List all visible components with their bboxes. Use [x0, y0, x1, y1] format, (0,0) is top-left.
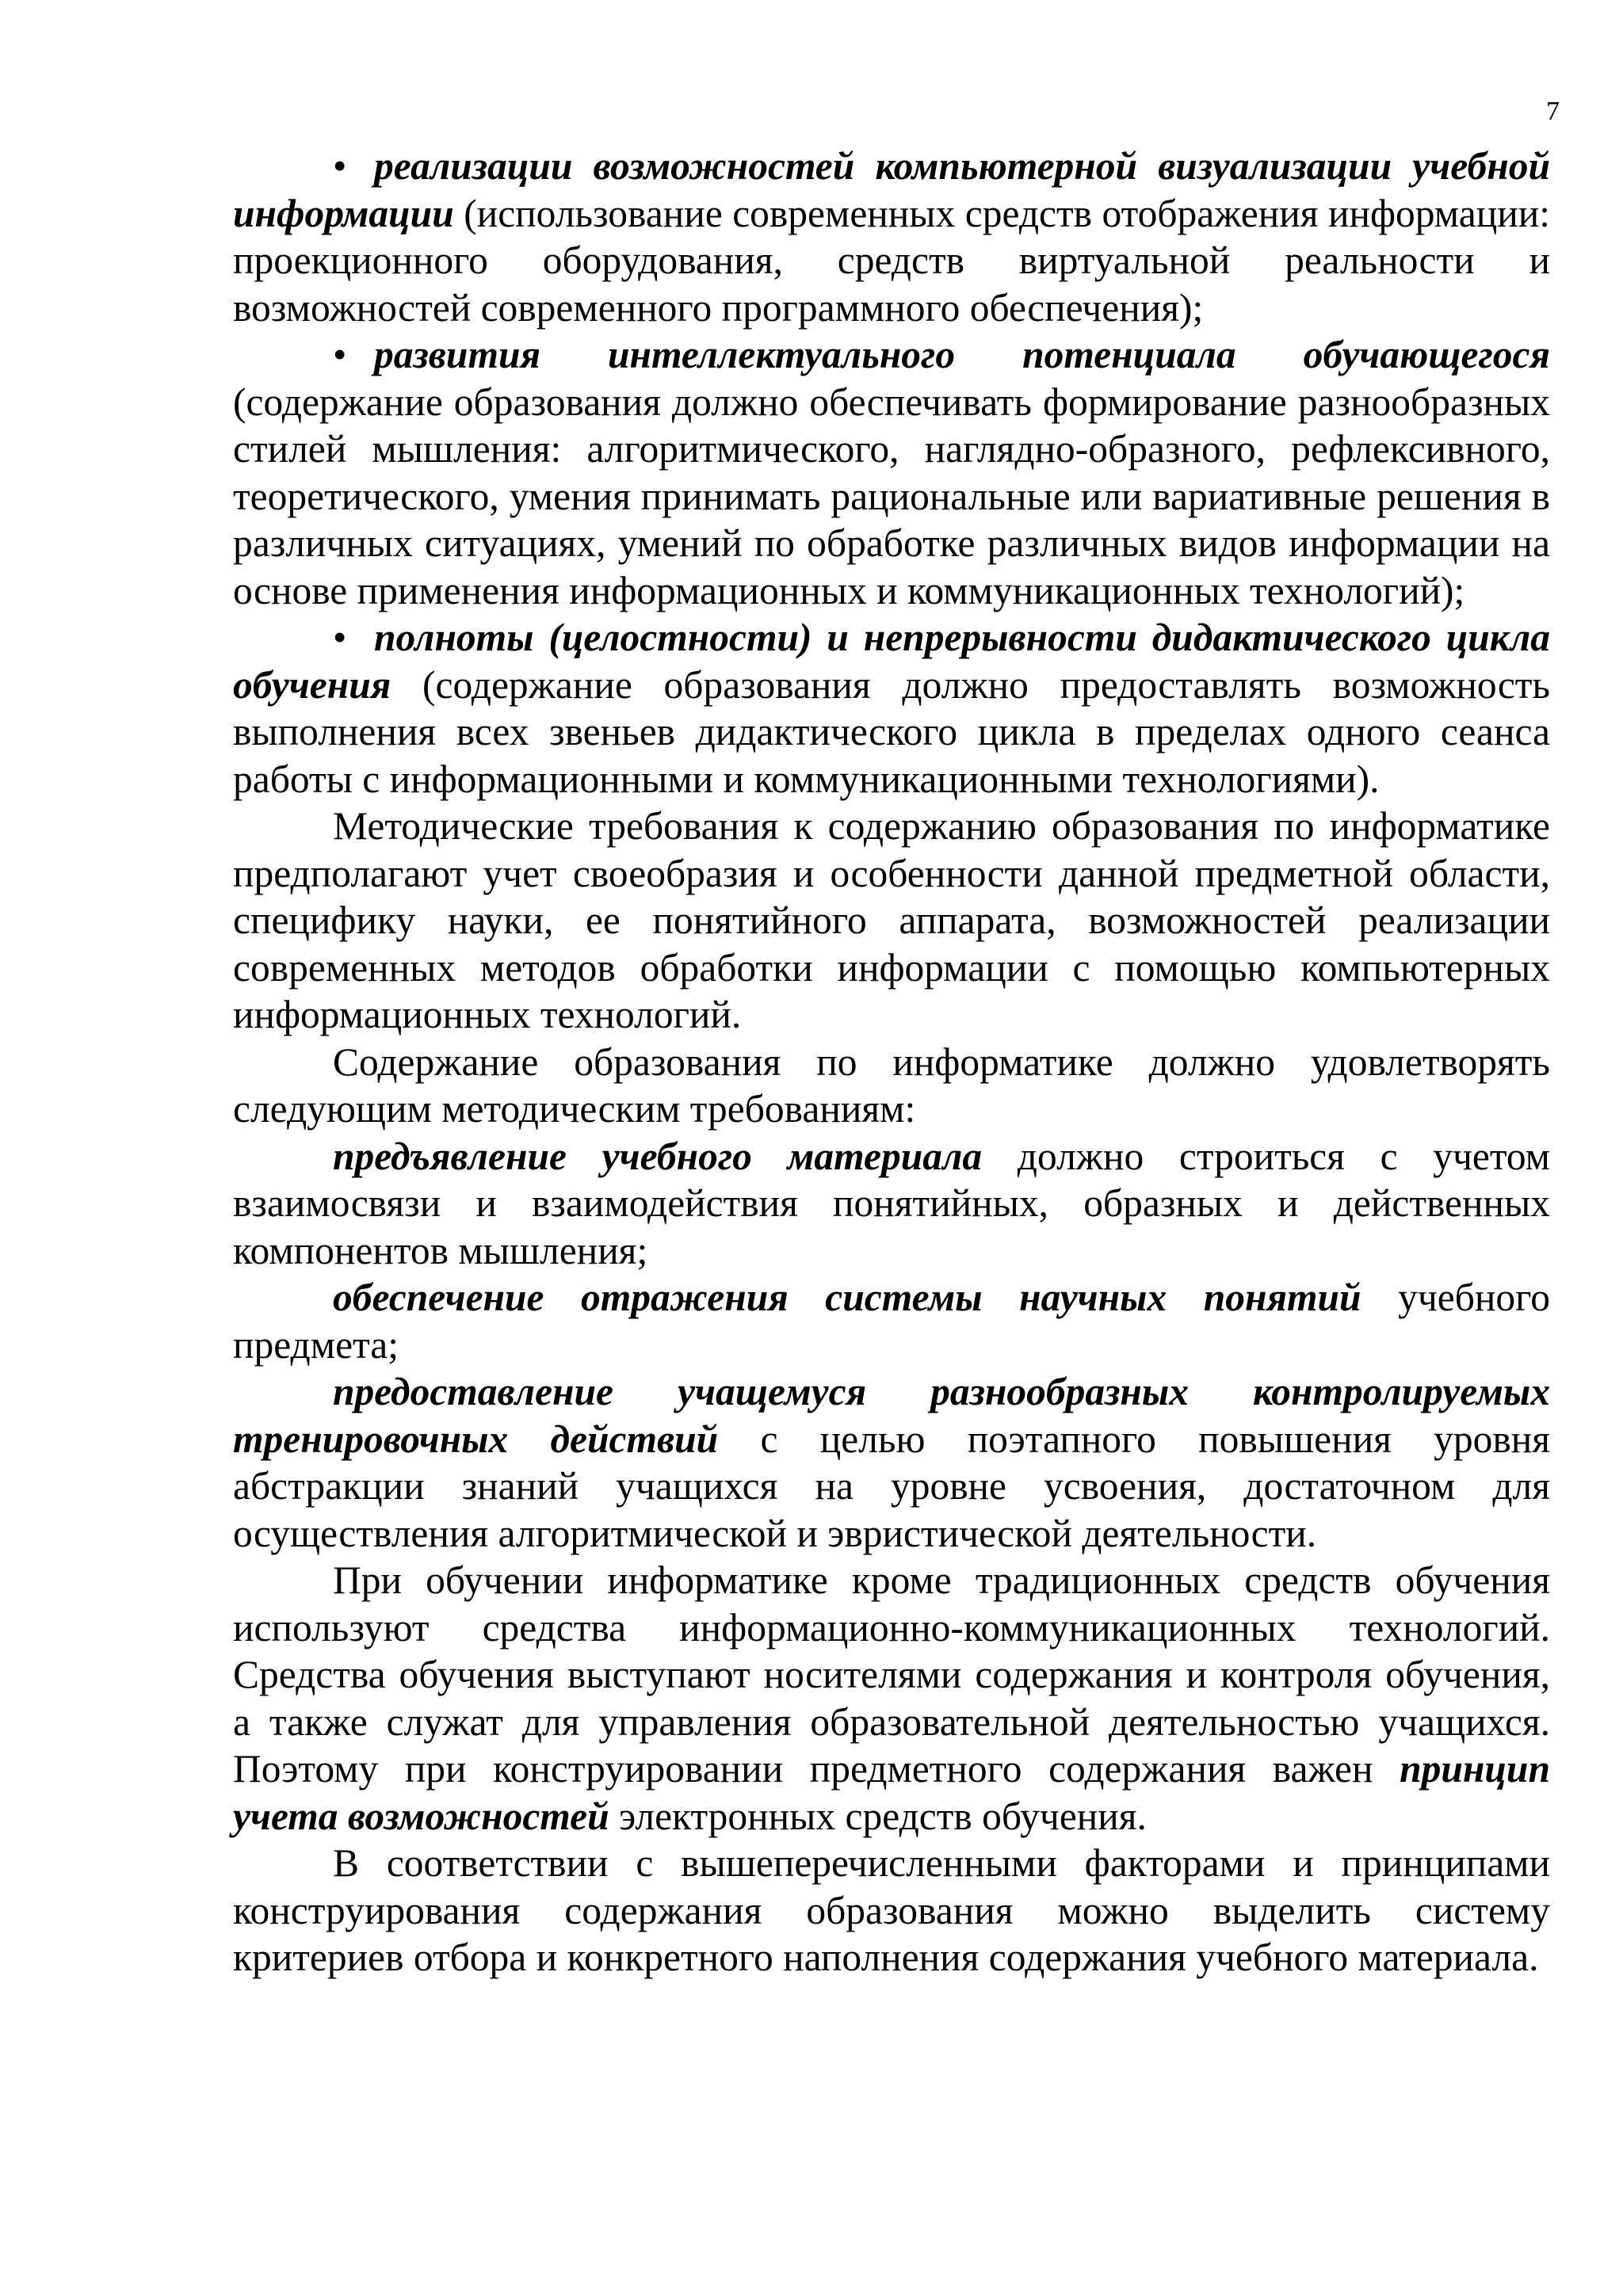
bullet-term: реализации возможностей компьютерной визуализации учебной информации: [233, 144, 1550, 235]
page-body: [233, 143, 1550, 1981]
paragraph-ict-text-after: электронных средств обучения.: [609, 1794, 1147, 1838]
requirement-item: [233, 1274, 1550, 1368]
page-number: 7: [1546, 97, 1560, 126]
requirement-term: предоставление учащемуся разнообразных контролируемых тренировочных действий: [233, 1370, 1550, 1461]
paragraph-conclusion: В соответствии с вышеперечисленными факторами и принципами конструирования содержания образования можно выделить систему критериев отбора и конкретного наполнения содержания учебного материала.: [233, 1841, 1550, 1979]
bullet-item: [233, 331, 1550, 614]
bullet-text: (использование современных средств отображения информации: проекционного оборудования, средств виртуальной реальности и возможностей современного программного обеспечения);: [233, 191, 1550, 330]
bullet-icon: •: [333, 616, 347, 659]
bullet-icon: •: [333, 333, 347, 376]
bullet-text: (содержание образования должно предоставлять возможность выполнения всех звеньев дидактического цикла в пределах одного сеанса работы с информационными и коммуникационными технологиями).: [233, 662, 1550, 801]
paragraph-content-intro: Содержание образования по информатике должно удовлетворять следующим методическим требованиям:: [233, 1039, 1550, 1131]
requirement-term: обеспечение отражения системы научных понятий: [333, 1276, 1361, 1319]
bullet-item: [233, 614, 1550, 803]
bullet-item: [233, 143, 1550, 331]
requirement-item: [233, 1368, 1550, 1557]
bullet-icon: •: [333, 144, 347, 188]
requirement-text: должно строиться с учетом взаимосвязи и взаимодействия понятийных, образных и действенных компонентов мышления;: [233, 1134, 1551, 1272]
requirement-text: с целью поэтапного повышения уровня абстракции знаний учащихся на уровне усвоения, достаточном для осуществления алгоритмической и эвристической деятельности.: [233, 1417, 1550, 1555]
paragraph-ict-text-before: При обучении информатике кроме традиционных средств обучения используют средства информационно-коммуникационных технологий. Средства обучения выступают носителями содержания и контроля обучения, а также служат для управления образовательной деятельностью учащихся. Поэтому при конструировании предметного содержания важен: [233, 1558, 1550, 1791]
bullet-term: полноты (целостности) и непрерывности дидактического цикла обучения: [233, 616, 1550, 707]
bullet-term: развития интеллектуального потенциала обучающегося: [374, 333, 1550, 376]
paragraph-ict-term: принцип учета возможностей: [233, 1747, 1550, 1838]
bullet-text: (содержание образования должно обеспечивать формирование разнообразных стилей мышления: алгоритмического, наглядно-образного, рефлексивного, теоретического, умения принимать рациональные или вариативные решения в различных ситуациях, умений по обработке различных видов информации на основе применения информационных и коммуникационных технологий);: [233, 379, 1550, 612]
requirement-term: предъявление учебного материала: [333, 1134, 983, 1178]
requirement-item: [233, 1133, 1550, 1275]
paragraph-ict: [233, 1557, 1550, 1840]
paragraph-methodical: Методические требования к содержанию образования по информатике предполагают учет своеобразия и особенности данной предметной области, специфику науки, ее понятийного аппарата, возможностей реализации современных методов обработки информации с помощью компьютерных информационных технологий.: [233, 804, 1550, 1036]
requirement-text: учебного предмета;: [233, 1276, 1550, 1367]
